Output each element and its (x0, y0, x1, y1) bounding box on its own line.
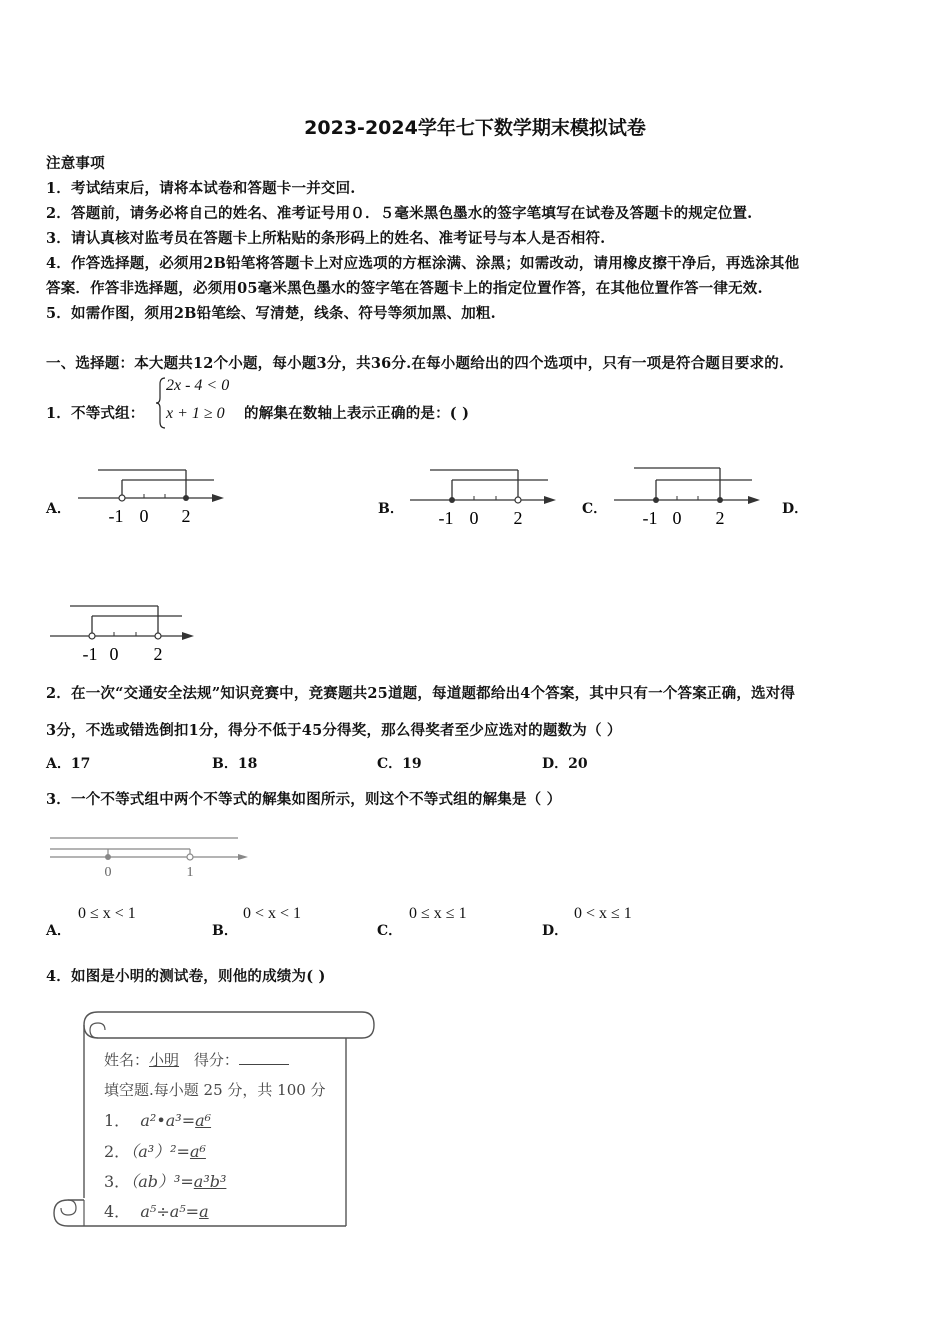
q1-inequality-1: 2x - 4 < 0 (166, 377, 230, 394)
tick-label: 0 (109, 644, 119, 664)
q3-option-c-value: 0 ≤ x ≤ 1 (409, 905, 467, 922)
tick-label: 0 (104, 865, 112, 880)
q1-option-c-number-line (612, 462, 762, 528)
q3-text: 3．一个不等式组中两个不等式的解集如图所示，则这个不等式组的解集是（ ） (46, 791, 562, 808)
tick-label: 2 (181, 506, 191, 526)
q1-option-d-label: D． (782, 501, 809, 517)
q3-option-a-label: A． (46, 923, 71, 939)
notice-item: 2．答题前，请务必将自己的姓名、准考证号用０．５毫米黑色墨水的签字笔填写在试卷及答题卡的规定位置. (46, 205, 753, 222)
q1-option-b-label: B． (378, 501, 404, 517)
scroll-item: 2．（a³）²=a⁶ (104, 1142, 206, 1161)
q3-option-c-label: C． (377, 923, 403, 939)
q1-option-a-label: A． (46, 501, 71, 517)
q1-inequality-2: x + 1 ≥ 0 (166, 405, 225, 422)
q2-option-c: C．19 (377, 756, 422, 772)
notice-item: 答案．作答非选择题，必须用05毫米黑色墨水的签字笔在答题卡上的指定位置作答，在其他位置作答一律无效. (46, 280, 763, 297)
scroll-name-row (104, 1049, 289, 1070)
tick-label: -1 (642, 508, 658, 528)
q2-text-line2: 3分，不选或错选倒扣1分，得分不低于45分得奖，那么得奖者至少应选对的题数为（ ） (46, 722, 622, 739)
q3-option-d-label: D． (542, 923, 569, 939)
section-heading: 一、选择题：本大题共12个小题，每小题3分，共36分.在每小题给出的四个选项中，只有一项是符合题目要求的. (46, 355, 785, 372)
q4-text: 4．如图是小明的测试卷，则他的成绩为( ) (46, 968, 326, 985)
tick-label: -1 (82, 644, 98, 664)
q3-option-d-value: 0 < x ≤ 1 (574, 905, 632, 922)
q2-option-b: B．18 (212, 756, 258, 772)
scroll-item: 1． a²•a³=a⁶ (104, 1111, 212, 1130)
scroll-score-label: 得分： (193, 1051, 239, 1069)
tick-label: 0 (672, 508, 682, 528)
scroll-description: 填空题.每小题 25 分，共 100 分 (104, 1081, 326, 1099)
q1-option-b-number-line (408, 462, 558, 528)
tick-label: 0 (139, 506, 149, 526)
scroll-name-value: 小明 (149, 1051, 180, 1069)
tick-label: 2 (513, 508, 523, 528)
tick-label: 0 (469, 508, 479, 528)
q1-option-a-number-line (76, 462, 226, 528)
q1-option-d-number-line (48, 600, 198, 666)
notice-heading: 注意事项 (46, 155, 105, 172)
q1-prefix: 1．不等式组： (46, 405, 145, 422)
notice-item: 4．作答选择题，必须用2B铅笔将答题卡上对应选项的方框涂满、涂黑；如需改动，请用橡皮擦干净后，再选涂其他 (46, 255, 800, 272)
notice-item: 1．考试结束后，请将本试卷和答题卡一并交回. (46, 180, 356, 197)
tick-label: -1 (438, 508, 454, 528)
tick-label: 1 (186, 865, 194, 880)
q2-option-a: A．17 (46, 756, 91, 772)
q3-option-b-label: B． (212, 923, 238, 939)
q4-test-paper-scroll (50, 1008, 380, 1233)
tick-label: -1 (108, 506, 124, 526)
notice-item: 5．如需作图，须用2B铅笔绘、写清楚，线条、符号等须加黑、加粗. (46, 305, 496, 322)
page-title: 2023-2024学年七下数学期末模拟试卷 (304, 117, 646, 139)
q2-text-line1: 2．在一次“交通安全法规”知识竞赛中，竞赛题共25道题，每道题都给出4个答案，其中只有一个答案正确，选对得 (46, 685, 796, 702)
q3-number-line (50, 830, 250, 882)
scroll-name-label: 姓名： (104, 1051, 150, 1069)
q1-option-c-label: C． (582, 501, 608, 517)
q3-option-a-value: 0 ≤ x < 1 (78, 905, 136, 922)
tick-label: 2 (153, 644, 163, 664)
scroll-item: 3．（ab）³=a³b³ (104, 1172, 227, 1191)
scroll-item: 4． a⁵÷a⁵=a (104, 1202, 209, 1221)
tick-label: 2 (715, 508, 725, 528)
q3-option-b-value: 0 < x < 1 (243, 905, 302, 922)
q2-option-d: D．20 (542, 756, 588, 772)
notice-item: 3．请认真核对监考员在答题卡上所粘贴的条形码上的姓名、准考证号与本人是否相符. (46, 230, 606, 247)
q1-suffix: 的解集在数轴上表示正确的是：( ) (244, 405, 470, 422)
